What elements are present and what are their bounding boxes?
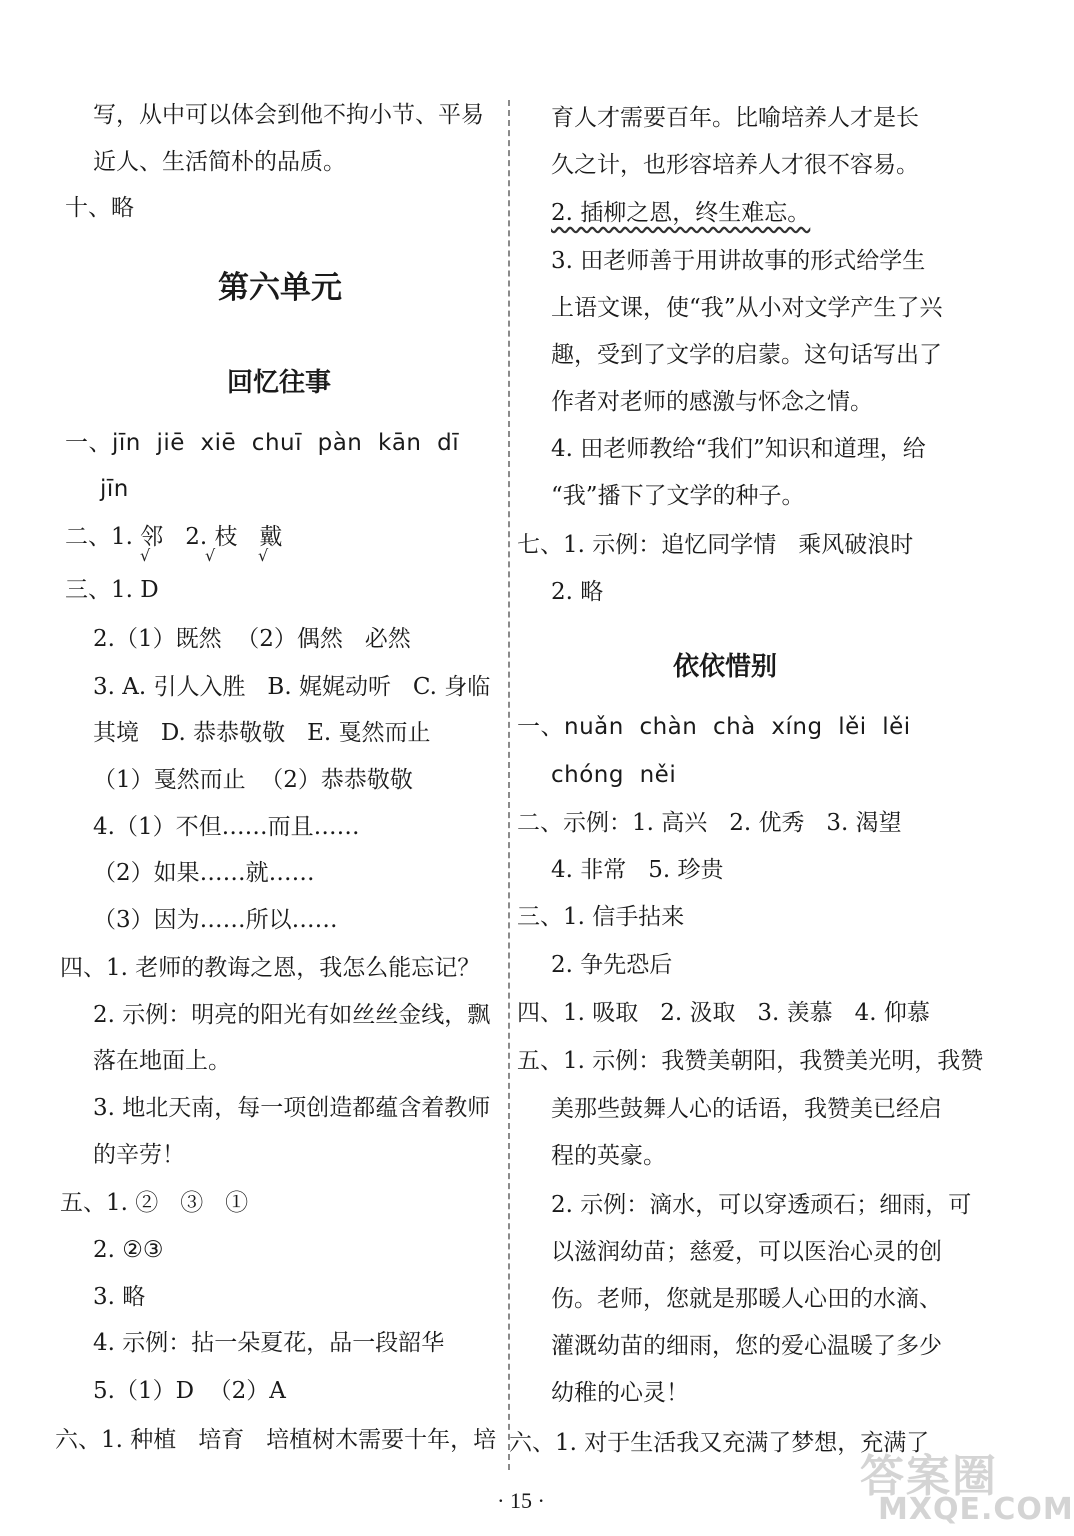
left-q6-1: 六、1. 种植 培育 培植树木需要十年，培 — [55, 1427, 497, 1453]
watermark-sub: MXQE.COM — [878, 1492, 1074, 1527]
left-q3-3b: 其境 D. 恭恭敬敬 E. 戛然而止 — [93, 720, 431, 746]
left-q3-3a: 3. A. 引人入胜 B. 娓娓动听 C. 身临 — [93, 674, 491, 700]
right-line-9: “我”播下了文学的种子。 — [551, 483, 805, 509]
right-line-19: 五、1. 示例：我赞美朝阳，我赞美光明，我赞 — [517, 1048, 984, 1074]
left-q4-2b: 落在地面上。 — [93, 1048, 231, 1074]
left-q5-5: 5.（1）D （2）A — [93, 1378, 286, 1404]
left-q3-4a: 4.（1）不但……而且…… — [93, 814, 360, 840]
right-line-14: 二、示例：1. 高兴 2. 优秀 3. 渴望 — [517, 810, 902, 836]
watermark-logo — [860, 1440, 1074, 1530]
right-pinyin-2: chóng něi — [551, 762, 677, 788]
column-divider — [508, 100, 510, 1470]
right-line-22: 2. 示例：滴水，可以穿透顽石；细雨，可 — [551, 1192, 972, 1218]
right-line-17: 2. 争先恐后 — [551, 952, 673, 978]
left-q4-2a: 2. 示例：明亮的阳光有如丝丝金线，飘 — [93, 1002, 491, 1028]
left-q5-2: 2. ②③ — [93, 1237, 164, 1263]
left-q2: 二、1. 邻 2. 枝 戴 — [65, 524, 283, 550]
right-line-15: 4. 非常 5. 珍贵 — [551, 857, 724, 883]
left-q4-3b: 的辛劳！ — [93, 1142, 185, 1168]
left-q3-3c: （1）戛然而止 （2）恭恭敬敬 — [93, 767, 413, 793]
right-line-6: 趣，受到了文学的启蒙。这句话写出了 — [551, 342, 942, 368]
left-q3-1: 三、1. D — [65, 577, 159, 603]
right-line-18: 四、1. 吸取 2. 汲取 3. 羡慕 4. 仰慕 — [517, 1000, 930, 1026]
section-title-huiyi: 回忆往事 — [227, 368, 332, 398]
check-mark-2: √ — [205, 546, 216, 565]
left-q5-3: 3. 略 — [93, 1284, 146, 1310]
left-q4-3a: 3. 地北天南，每一项创造都蕴含着教师 — [93, 1095, 491, 1121]
left-q3-4b: （2）如果……就…… — [93, 860, 315, 886]
right-line-11: 2. 略 — [551, 579, 604, 605]
right-line-2: 久之计，也形容培养人才很不容易。 — [551, 152, 919, 178]
right-line-1: 育人才需要百年。比喻培养人才是长 — [551, 105, 919, 131]
left-q1-line-1: 一、jīn jiē xiē chuī pàn kān dī — [65, 430, 460, 456]
right-line-4: 3. 田老师善于用讲故事的形式给学生 — [551, 248, 926, 274]
section-title-yiyi: 依依惜别 — [673, 652, 778, 682]
right-line-8: 4. 田老师教给“我们”知识和道理，给 — [551, 436, 926, 462]
right-line-27: 六、1. 对于生活我又充满了梦想，充满了 — [509, 1430, 930, 1456]
right-line-26: 幼稚的心灵！ — [551, 1380, 689, 1406]
right-line-3: 2. 插柳之恩，终生难忘。 — [551, 200, 811, 226]
right-pinyin-1: 一、nuǎn chàn chà xíng lěi lěi — [517, 714, 911, 740]
unit-title: 第六单元 — [218, 270, 342, 306]
right-line-16: 三、1. 信手拈来 — [517, 904, 685, 930]
check-mark-3: √ — [258, 546, 269, 565]
right-line-20: 美那些鼓舞人心的话语，我赞美已经启 — [551, 1096, 942, 1122]
page-number: · 15 · — [497, 1488, 545, 1513]
right-line-25: 灌溉幼苗的细雨，您的爱心温暖了多少 — [551, 1333, 942, 1359]
left-q1-line-2: jīn — [100, 476, 129, 502]
left-q3-2: 2.（1）既然 （2）偶然 必然 — [93, 626, 411, 652]
right-line-23: 以滋润幼苗；慈爱，可以医治心灵的创 — [551, 1239, 942, 1265]
right-line-24: 伤。老师，您就是那暖人心田的水滴、 — [551, 1286, 942, 1312]
left-line-3: 十、略 — [65, 195, 134, 221]
right-line-10: 七、1. 示例：追忆同学情 乘风破浪时 — [517, 532, 914, 558]
left-line-1: 写，从中可以体会到他不拘小节、平易 — [93, 102, 484, 128]
right-line-7: 作者对老师的感激与怀念之情。 — [551, 389, 873, 415]
watermark-main: 答案圈 — [860, 1451, 998, 1502]
right-line-5: 上语文课，使“我”从小对文学产生了兴 — [551, 295, 943, 321]
left-q3-4c: （3）因为……所以…… — [93, 907, 338, 933]
left-line-2: 近人、生活简朴的品质。 — [93, 149, 346, 175]
left-q5-1: 五、1. ② ③ ① — [60, 1190, 249, 1216]
left-q5-4: 4. 示例：拈一朵夏花，品一段韶华 — [93, 1330, 445, 1356]
right-line-21: 程的英豪。 — [551, 1143, 666, 1169]
left-q4-1: 四、1. 老师的教诲之恩，我怎么能忘记？ — [60, 955, 481, 981]
check-mark-1: √ — [140, 546, 151, 565]
